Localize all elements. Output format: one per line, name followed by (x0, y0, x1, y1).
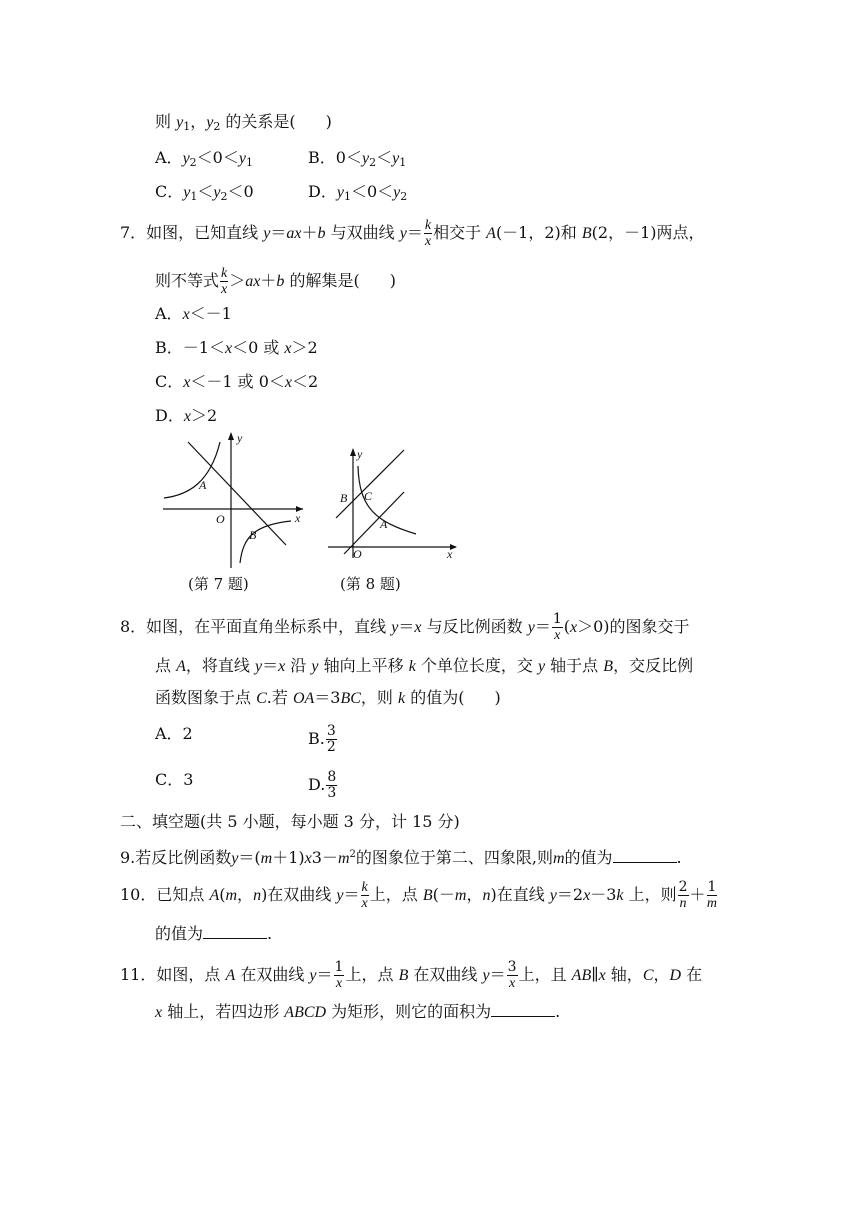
q8-option-c: C．3 (155, 770, 194, 789)
q6-option-d: D．$y_1<0<y_2$ (308, 182, 408, 203)
q7-hyperbola-left (164, 442, 220, 498)
fig8-label-a: A (380, 517, 388, 531)
section-2-title: 二、填空题(共 5 小题，每小题 3 分，计 15 分) (120, 812, 460, 831)
q6-stem-tail: 则 $y_1$，$y_2$ 的关系是( ) (155, 112, 332, 133)
fig8-label-o: O (353, 547, 362, 561)
fig8-label-y: y (357, 447, 363, 461)
q10-stem-line2: 的值为 . (155, 924, 273, 943)
q8-option-b: B. $\frac{3}{2}$ (308, 723, 336, 755)
q7-option-d: D．x＞2 (155, 406, 218, 425)
q8-option-a: A．2 (155, 724, 193, 743)
q7-caption: (第 7 题) (188, 575, 249, 593)
figure-q7 (158, 428, 308, 573)
fig7-label-y: y (237, 431, 243, 445)
q7-option-b: B．－1＜x＜0 或 x＞2 (155, 338, 318, 357)
fig7-label-a: A (199, 478, 207, 492)
q11-stem-line2: x 轴上，若四边形 ABCD 为矩形，则它的面积为 . (155, 1002, 561, 1021)
q9-stem: 9.若反比例函数$y=(m+1)x3-m^2$的图象位于第二、四象限,则m的值为 . (120, 848, 682, 867)
q7-line-ax-b (188, 442, 286, 545)
q8-stem-line1: 8．如图，在平面直角坐标系中，直线 y＝x 与反比例函数 y＝ $\frac{1}{x}$ (x＞0)的图象交于 (120, 611, 690, 643)
q6-option-b: B．$0<y_2<y_1$ (308, 148, 407, 169)
q7-option-c: C．x＜－1 或 0＜x＜2 (155, 372, 319, 391)
q7-option-a: A．x＜－1 (155, 304, 232, 323)
fig8-label-b: B (340, 491, 348, 505)
fig7-label-x: x (295, 511, 301, 525)
fig8-label-c: C (364, 489, 373, 503)
fig8-label-x: x (447, 547, 453, 561)
q7-stem-line1: 7．如图，已知直线 y＝ax＋b 与双曲线 y＝ $\frac{k}{x}$ 相交于 A(－1，2)和 B(2，－1)两点， (120, 218, 705, 249)
q6-option-a: A．$y_2<0<y_1$ (155, 148, 253, 169)
figure-q8 (326, 446, 461, 561)
q10-stem-line1: 10．已知点 A(m，n)在双曲线 y＝ $\frac{k}{x}$ 上，点 B(－m，n)在直线 y＝2x－3k 上，则 $\frac{2}{n}$ ＋ $\frac{1}{m}$ (120, 879, 718, 911)
q8-option-d: D. $\frac{8}{3}$ (308, 769, 337, 801)
q7-stem-line2: 则不等式 $\frac{k}{x}$ ＞ax＋b 的解集是( ) (155, 266, 396, 297)
q8-caption: (第 8 题) (340, 575, 401, 593)
q11-stem-line1: 11．如图，点 A 在双曲线 y＝ $\frac{1}{x}$ 上，点 B 在双曲线 y＝ $\frac{3}{x}$ 上，且 AB∥x 轴，C，D 在 (120, 959, 703, 991)
q8-stem-line3: 函数图象于点 C.若 OA＝3BC，则 k 的值为( ) (155, 688, 501, 707)
q6-option-c: C．$y_1<y_2<0$ (155, 182, 254, 203)
fig7-label-b: B (249, 528, 257, 542)
q8-stem-line2: 点 A，将直线 y＝x 沿 y 轴向上平移 k 个单位长度，交 y 轴于点 B，交反比例 (155, 656, 694, 675)
fig7-label-o: O (216, 512, 225, 526)
